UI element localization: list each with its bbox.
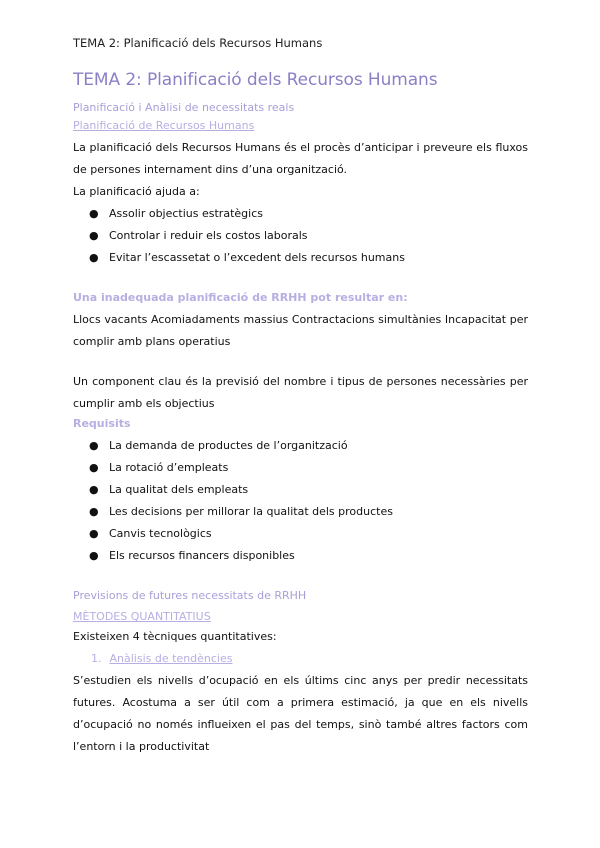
list-item: ● Els recursos financers disponibles (73, 545, 528, 567)
section2-subheading: MÈTODES QUANTITATIUS (73, 610, 211, 623)
bullet-icon: ● (89, 251, 99, 264)
list-item: ● Controlar i reduir els costos laborals (73, 225, 528, 247)
section2-heading: Previsions de futures necessitats de RRHH (73, 589, 307, 602)
bullet-icon: ● (89, 461, 99, 474)
requisits-heading: Requisits (73, 417, 131, 430)
list-item: ● Canvis tecnològics (73, 523, 528, 545)
bullet-icon: ● (89, 207, 99, 220)
bullet-icon: ● (89, 229, 99, 242)
requisits-list (73, 435, 528, 567)
bullet-icon: ● (89, 527, 99, 540)
section1-heading: Planificació i Anàlisi de necessitats reals (73, 101, 295, 114)
technique-1 (73, 648, 528, 670)
technique-1-number: 1. (91, 652, 102, 665)
quant-intro: Existeixen 4 tècniques quantitatives: (73, 630, 277, 643)
list-item: ● La qualitat dels empleats (73, 479, 528, 501)
list-item: ● La demanda de productes de l’organització (73, 435, 528, 457)
bullet-icon: ● (89, 549, 99, 562)
bullet-icon: ● (89, 505, 99, 518)
list-item: ● Assolir objectius estratègics (73, 203, 528, 225)
inadequate-paragraph: Llocs vacants Acomiadaments massius Contractacions simultànies Incapacitat per complir amb plans operatius (73, 313, 528, 348)
helps-label: La planificació ajuda a: (73, 185, 200, 198)
intro-paragraph: La planificació dels Recursos Humans és el procès d’anticipar i preveure els fluxos de persones internament dins d’una organització. (73, 141, 528, 176)
list-item: ● Les decisions per millorar la qualitat dels productes (73, 501, 528, 523)
running-header: TEMA 2: Planificació dels Recursos Humans (73, 36, 323, 50)
bullet-icon: ● (89, 483, 99, 496)
bullet-icon: ● (89, 439, 99, 452)
inadequate-heading: Una inadequada planificació de RRHH pot resultar en: (73, 291, 408, 304)
document-title: TEMA 2: Planificació dels Recursos Humans (73, 70, 438, 90)
document-body (73, 70, 528, 758)
section1-subheading: Planificació de Recursos Humans (73, 119, 255, 132)
helps-list (73, 203, 528, 269)
technique-1-label: Anàlisis de tendències (109, 652, 233, 665)
list-item: ● Evitar l’escassetat o l’excedent dels recursos humans (73, 247, 528, 269)
list-item: ● La rotació d’empleats (73, 457, 528, 479)
component-paragraph: Un component clau és la previsió del nombre i tipus de persones necessàries per cumplir amb els objectius (73, 375, 528, 410)
trend-paragraph: S’estudien els nivells d’ocupació en els últims cinc anys per predir necessitats futures. Acostuma a ser útil com a primera estimació, ja que en els nivells d’ocupació no només influeixen el pas del temps, sinò també altres factors com l’entorn i la productivitat (73, 674, 528, 753)
